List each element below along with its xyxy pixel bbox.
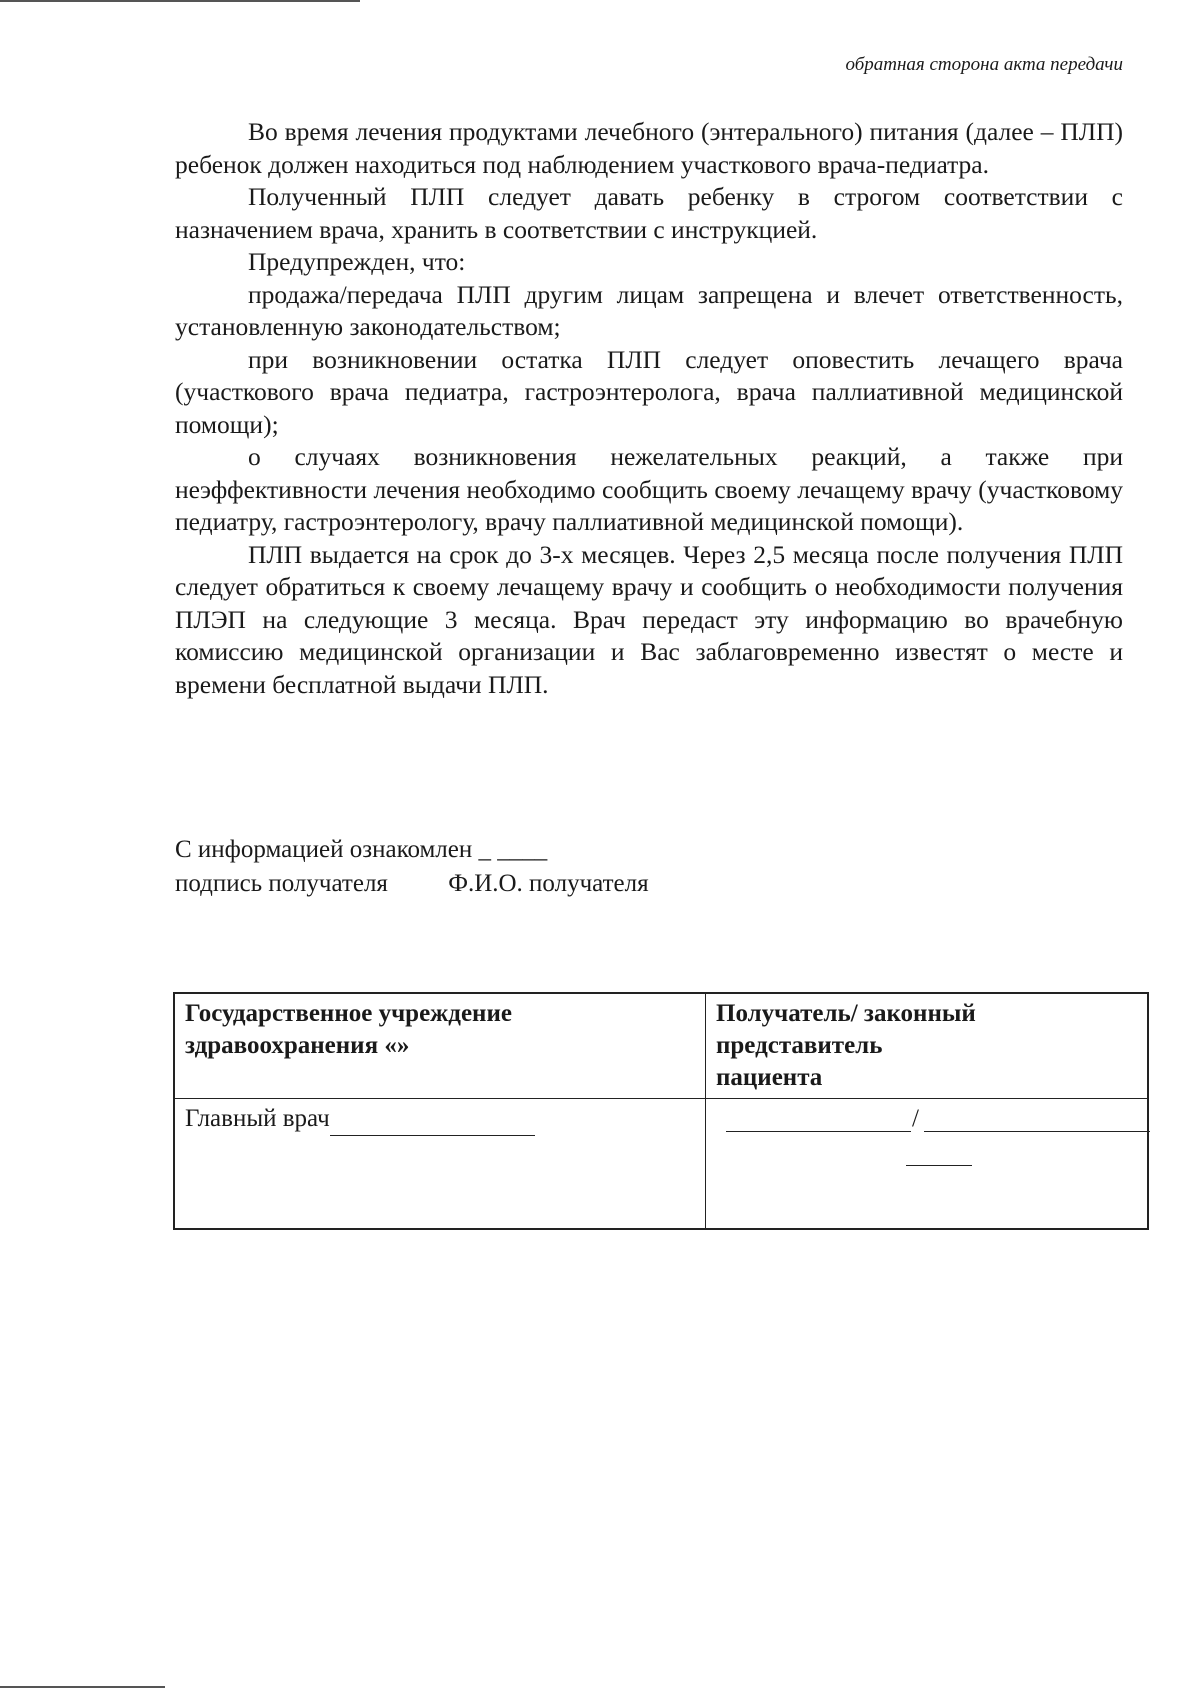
acknowledgement-captions — [175, 867, 649, 901]
paragraph-remainder: при возникновении остатка ПЛП следует оповестить лечащего врача (участкового врача педиатра, гастроэнтеролога, врача паллиативной медицинской помощи); — [175, 344, 1123, 439]
chief-doctor-cell — [174, 1099, 706, 1230]
recipient-signature-cell — [706, 1099, 1149, 1230]
recipient-label-line3: пациента — [716, 1064, 823, 1091]
institution-label: Государственное учреждение здравоохранения «» — [185, 1000, 512, 1059]
paragraph-usage: Полученный ПЛП следует давать ребенку в строгом соответствии с назначением врача, хранить в соответствии с инструкцией. — [175, 182, 1123, 244]
recipient-name-line[interactable] — [924, 1131, 1150, 1132]
scan-edge-line-bottom — [0, 1686, 165, 1688]
caption-fio: Ф.И.О. получателя — [448, 870, 649, 897]
paragraph-adverse-reactions: о случаях возникновения нежелательных реакций, а также при неэффективности лечения необходимо сообщить своему лечащему врачу (участковому педиатру, гастроэнтерологу, врачу паллиативной медицинской помощи). — [175, 442, 1123, 536]
header-recipient — [706, 993, 1149, 1099]
recipient-signature-line[interactable] — [726, 1131, 911, 1132]
acknowledgement-block — [175, 833, 649, 901]
recipient-label-line1: Получатель/ законный — [716, 1000, 976, 1027]
signature-separator: / — [912, 1105, 919, 1132]
signature-table — [173, 992, 1149, 1230]
caption-signature: подпись получателя — [175, 870, 388, 897]
chief-doctor-label: Главный врач — [185, 1105, 330, 1132]
signature-table-header-row — [174, 993, 1148, 1099]
paragraph-warned: Предупрежден, что: — [248, 247, 466, 276]
acknowledgement-line: С информацией ознакомлен _ ____ — [175, 836, 548, 863]
recipient-label-line2: представитель — [716, 1032, 883, 1059]
signature-table-body-row — [174, 1099, 1148, 1230]
document-side-note: обратная сторона акта передачи — [845, 54, 1123, 75]
chief-doctor-signature-line[interactable] — [330, 1103, 535, 1136]
document-body — [175, 116, 1123, 701]
paragraph-resale-prohibited: продажа/передача ПЛП другим лицам запрещена и влечет ответственность, установленную законодательством; — [175, 279, 1123, 341]
recipient-signature-area — [716, 1103, 1137, 1223]
paragraph-supervision: Во время лечения продуктами лечебного (энтерального) питания (далее – ПЛП) ребенок должен находиться под наблюдением участкового врача-педиатра. — [175, 117, 1123, 179]
header-institution — [174, 993, 706, 1099]
scan-edge-line-top — [0, 0, 360, 2]
paragraph-issue-period: ПЛП выдается на срок до 3-х месяцев. Через 2,5 месяца после получения ПЛП следует обратиться к своему лечащему врачу и сообщить о необходимости получения ПЛЭП на следующие 3 месяца. Врач передаст эту информацию во врачебную комиссию медицинской организации и Вас заблаговременно известят о месте и времени бесплатной выдачи ПЛП. — [175, 539, 1123, 699]
recipient-extra-line[interactable] — [906, 1165, 972, 1166]
